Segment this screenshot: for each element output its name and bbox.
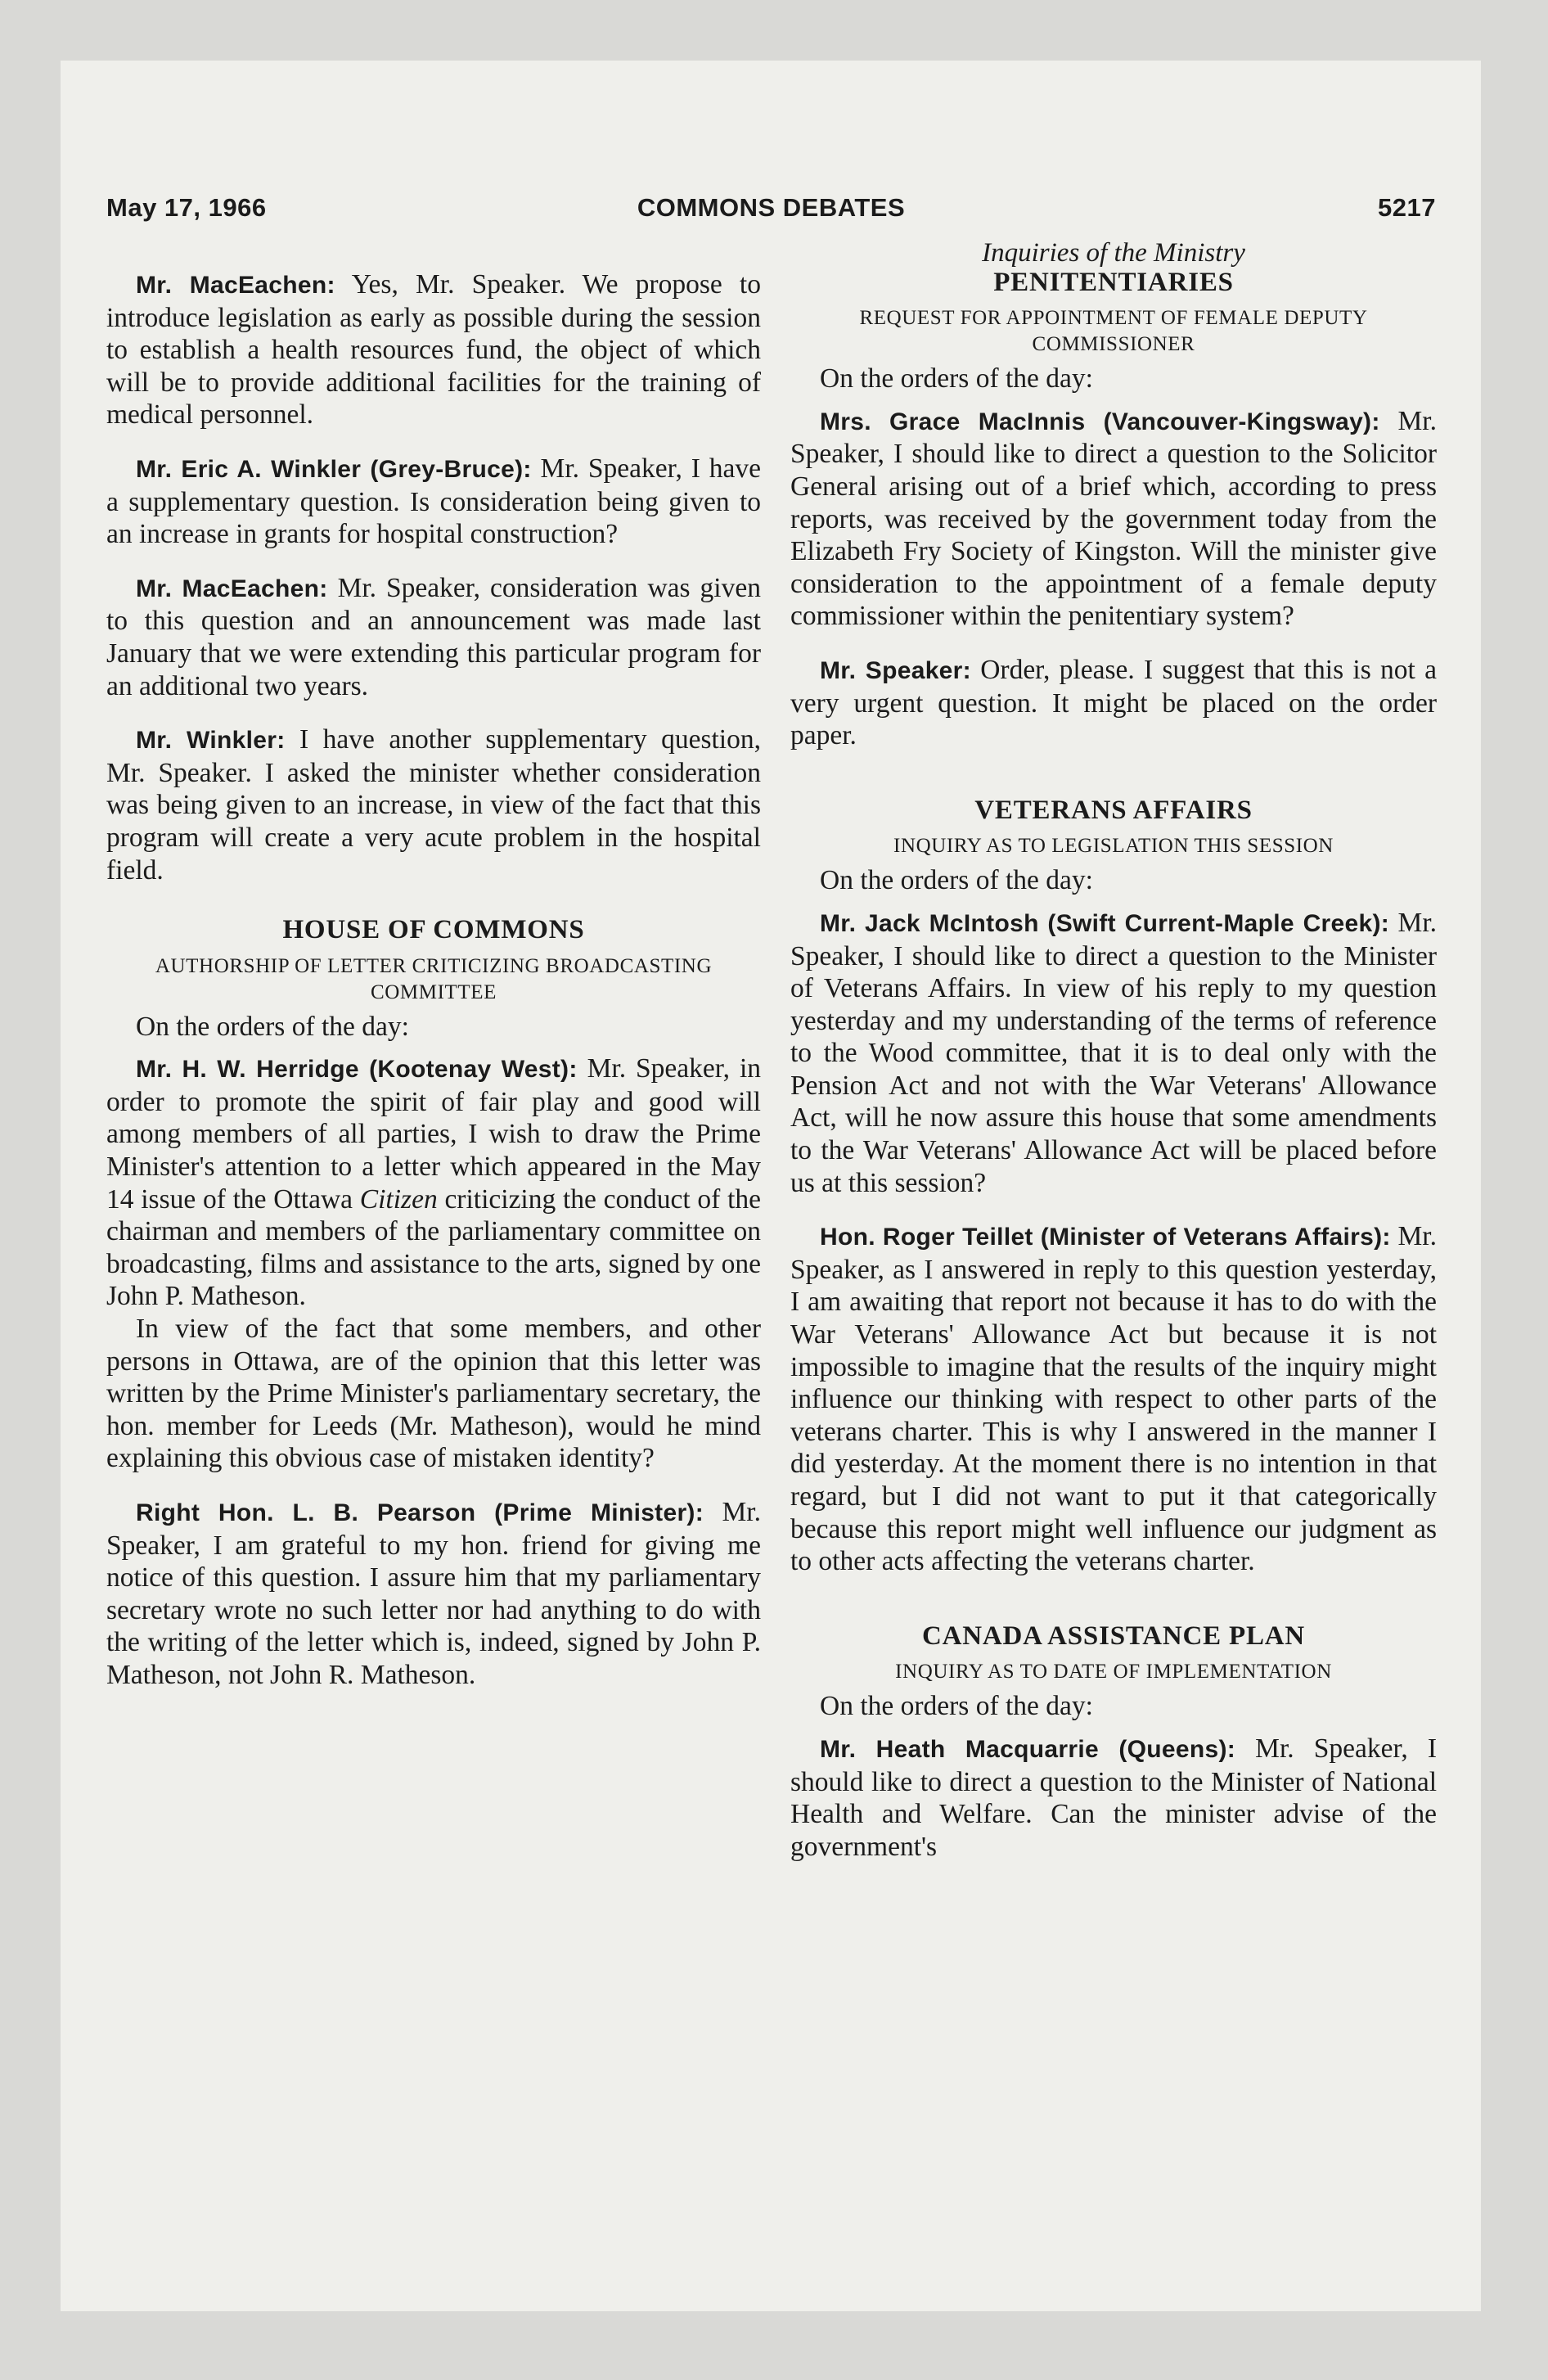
speech-text: criticizing the conduct of the chairman and members of the parliamentary committee on broadcasting, films and assistance to the arts, signed by one John P. Matheson. (106, 1183, 761, 1312)
speech-text: Mr. Speaker, I should like to direct a question to the Minister of National Health and Welfare. Can the minister advise of the government's (790, 1733, 1437, 1862)
speech-text: Mr. Speaker, I should like to direct a question to the Solicitor General arising out of a brief which, according to press reports, was received by the government today from the Elizabeth Fry Society of Kingston. Will the minister give consideration to the appointment of a female deputy commissioner within the penitentiary system? (790, 405, 1437, 632)
right-column (790, 234, 1437, 1863)
speaker-name: Mrs. Grace MacInnis (Vancouver-Kingsway): (820, 408, 1380, 435)
speaker-name: Mr. MacEachen: (136, 272, 335, 299)
speaker-name: Mr. Speaker: (820, 656, 971, 684)
paragraph (106, 1053, 761, 1313)
page-header (106, 193, 1436, 231)
paragraph (106, 572, 761, 702)
header-title: COMMONS DEBATES (637, 193, 906, 222)
paragraph (790, 907, 1437, 1199)
speaker-name: Hon. Roger Teillet (Minister of Veterans Affairs): (820, 1224, 1391, 1251)
section-subheading: INQUIRY AS TO DATE OF IMPLEMENTATION (895, 1661, 1332, 1684)
section-subheading: REQUEST FOR APPOINTMENT OF FEMALE DEPUTY COMMISSIONER (859, 307, 1368, 356)
speaker-name: Right Hon. L. B. Pearson (Prime Minister): (136, 1499, 704, 1526)
paragraph (790, 405, 1437, 633)
section-subheading: AUTHORSHIP OF LETTER CRITICIZING BROADCASTING COMMITTEE (155, 954, 713, 1003)
paragraph (106, 723, 761, 886)
speech-text: Mr. Speaker, consideration was given to this question and an announcement was made last January that we were extending this particular program for an additional two years. (106, 572, 761, 701)
speech-text: Order, please. I suggest that this is not a very urgent question. It might be placed on the order paper. (790, 654, 1437, 751)
paragraph (106, 453, 761, 551)
speaker-name: Mr. MacEachen: (136, 575, 328, 602)
speaker-name: Mr. Jack McIntosh (Swift Current-Maple Creek): (820, 909, 1390, 937)
section-subheading: INQUIRY AS TO LEGISLATION THIS SESSION (893, 835, 1334, 858)
header-date: May 17, 1966 (106, 193, 267, 222)
speech-text: I have another supplementary question, Mr. Speaker. I asked the minister whether consideration was being given to an increase, in view of the fact that this program will create a very acute problem in the hospital field. (106, 724, 761, 886)
section-heading: VETERANS AFFAIRS (974, 795, 1253, 825)
orders-of-the-day: On the orders of the day: (136, 1011, 409, 1042)
section-heading: CANADA ASSISTANCE PLAN (921, 1620, 1306, 1651)
speech-text: Mr. Speaker, in order to promote the spirit of fair play and good will among members of all parties, I wish to draw the Prime Minister's attention to a letter which appeared in the May 14 issue of the Ottawa (106, 1053, 761, 1215)
orders-of-the-day: On the orders of the day: (820, 363, 1093, 394)
speech-text: Mr. Speaker, as I answered in reply to this question yesterday, I am awaiting that report not because it has to do with the War Veterans' Allowance Act but because it is not impossible to imagine that the results of the inquiry might influence our thinking with respect to other parts of the veterans charter. This is why I answered in the manner I did yesterday. At the moment there is no intention in that regard, but I did not want to put it that categorically because this report might well influence our judgment as to other acts affecting the veterans charter. (790, 1221, 1437, 1577)
orders-of-the-day: On the orders of the day: (820, 865, 1093, 896)
speaker-name: Mr. Heath Macquarrie (Queens): (820, 1735, 1236, 1763)
paragraph (790, 1220, 1437, 1578)
paragraph: In view of the fact that some members, and other persons in Ottawa, are of the opinion that this letter was written by the Prime Minister's parliamentary secretary, the hon. member for Leeds (Mr. Matheson), would he mind explaining this obvious case of mistaken identity? (106, 1314, 761, 1474)
left-column (106, 234, 761, 1692)
speaker-name: Mr. Winkler: (136, 727, 286, 755)
paragraph (790, 654, 1437, 752)
section-heading: PENITENTIARIES (993, 267, 1234, 297)
header-page-number: 5217 (1378, 193, 1436, 222)
italic-text: Citizen (359, 1183, 438, 1215)
orders-of-the-day: On the orders of the day: (820, 1691, 1093, 1722)
running-head: Inquiries of the Ministry (982, 238, 1245, 268)
speaker-name: Mr. Eric A. Winkler (Grey-Bruce): (136, 455, 532, 483)
speech-text: Yes, Mr. Speaker. We propose to introduce legislation as early as possible during the session to establish a health resources fund, the object of which will be to provide additional facilities for the training of medical personnel. (106, 269, 761, 430)
speech-text: Mr. Speaker, I have a supplementary question. Is consideration being given to an increase in grants for hospital construction? (106, 453, 761, 550)
paragraph (790, 1733, 1437, 1863)
speech-text: Mr. Speaker, I should like to direct a question to the Minister of Veterans Affairs. In view of his reply to my question yesterday and my understanding of the terms of reference to the Wood committee, that it is to deal only with the Pension Act and not with the War Veterans' Allowance Act, will he now assure this house that some amendments to the War Veterans' Allowance Act will be placed before us at this session? (790, 907, 1437, 1198)
section-heading: HOUSE OF COMMONS (282, 915, 585, 945)
paragraph (106, 268, 761, 431)
speaker-name: Mr. H. W. Herridge (Kootenay West): (136, 1056, 578, 1084)
speech-text: Mr. Speaker, I am grateful to my hon. friend for giving me notice of this question. I assure him that my parliamentary secretary wrote no such letter nor had anything to do with the writing of the letter which is, indeed, signed by John P. Matheson, not John R. Matheson. (106, 1497, 761, 1690)
paragraph (106, 1496, 761, 1692)
